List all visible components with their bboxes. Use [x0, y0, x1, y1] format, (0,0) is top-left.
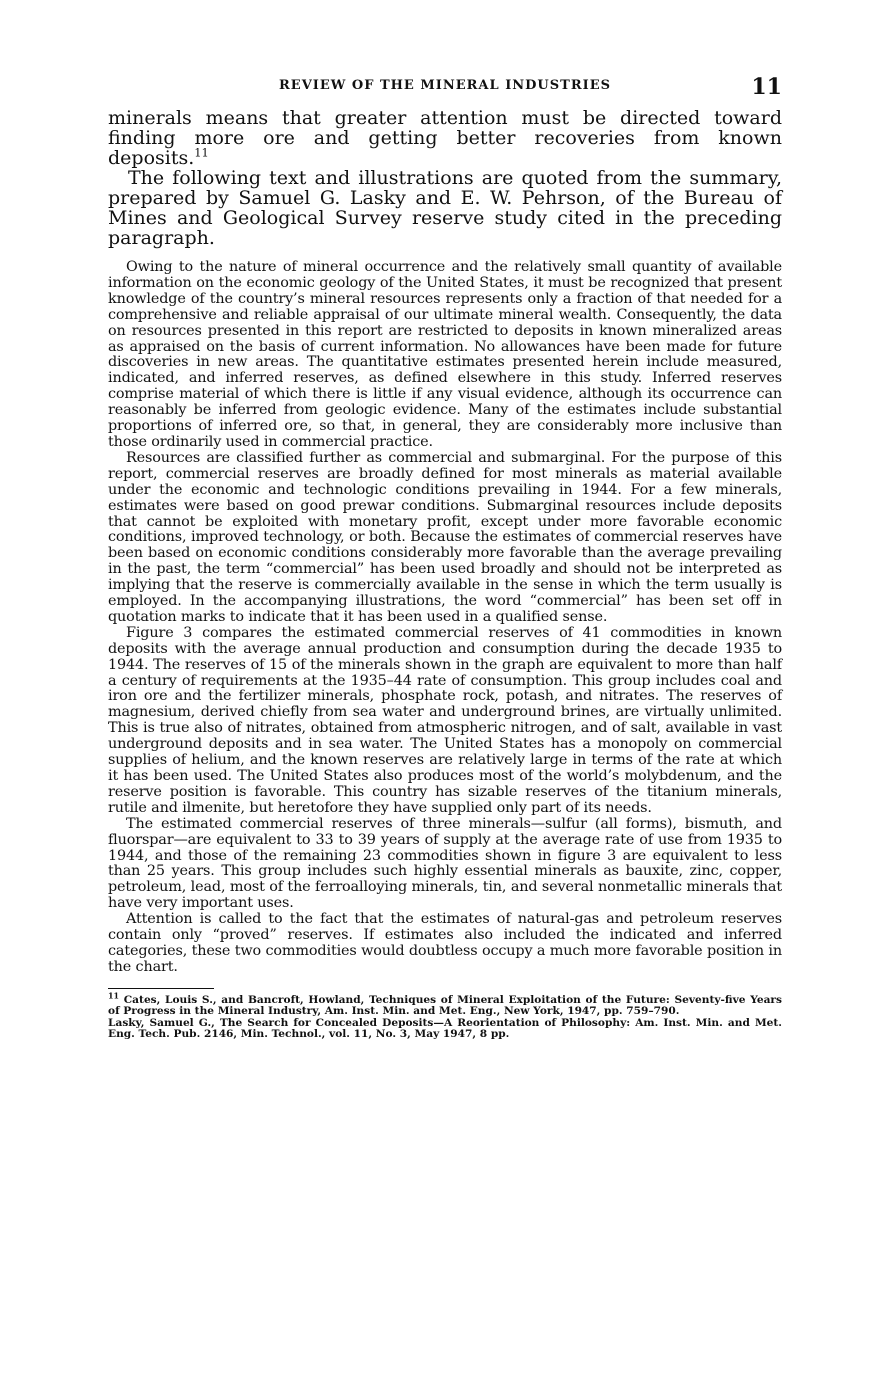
footnote-11	[108, 991, 782, 1018]
lead-paragraph-2: The following text and illustrations are quoted from the summary, prepared by Samuel G. Lasky and E. W. Pehrson, of the Bureau of Mines and Geological Survey reserve study cited in the preceding paragraph.	[108, 167, 782, 249]
footnotes	[108, 991, 782, 1041]
lead-text	[108, 108, 782, 248]
lead-paragraph-1-text: minerals means that greater attention must be directed toward finding more ore and getting better recoveries from known deposits.	[108, 107, 782, 169]
page-header	[108, 70, 782, 108]
page	[108, 70, 782, 1041]
quoted-paragraph: The estimated commercial reserves of three minerals—sulfur (all forms), bismuth, and fluorspar—are equivalent to 33 to 39 years of supply at the average rate of use from 1935 to 1944, and those of the remaining 23 commodities shown in figure 3 are equivalent to less than 25 years. This group includes such highly essential minerals as bauxite, zinc, copper, petroleum, lead, most of the ferroalloying minerals, tin, and several nonmetallic minerals that have very important uses.	[108, 815, 782, 912]
quoted-paragraph: Attention is called to the fact that the estimates of natural-gas and petroleum reserves contain only “proved” reserves. If estimates also included the indicated and inferred categories, these two commodities would doubtless occupy a much more favorable position in the chart.	[108, 911, 782, 975]
quoted-summary	[108, 260, 782, 976]
footnote-11-continued: Lasky, Samuel G., The Search for Concealed Deposits—A Reorientation of Philosophy: Am. Inst. Min. and Met. Eng. Tech. Pub. 2146, Min. Technol., vol. 11, No. 3, May 1947, 8 pp.	[108, 1016, 782, 1041]
quoted-paragraph: Owing to the nature of mineral occurrence and the relatively small quantity of available information on the economic geology of the United States, it must be recognized that present knowledge of the country’s mineral resources represents only a fraction of that needed for a comprehensive and reliable appraisal of our ultimate mineral wealth. Consequently, the data on resources presented in this report are restricted to deposits in known mineralized areas as appraised on the basis of current information. No allowances have been made for future discoveries in new areas. The quantitative estimates presented herein include measured, indicated, and inferred reserves, as defined elsewhere in this study. Inferred reserves comprise material of which there is little if any visual evidence, although its occurrence can reasonably be inferred from geologic evidence. Many of the estimates include substantial proportions of inferred ore, so that, in general, they are considerably more inclusive than those ordinarily used in commercial practice.	[108, 259, 782, 450]
footnote-number: 11	[108, 991, 120, 1001]
footnote-rule	[108, 988, 214, 989]
footnote-11-text: Cates, Louis S., and Bancroft, Howland, Techniques of Mineral Exploitation of the Future: Seventy-five Years of Progress in the Mineral Industry, Am. Inst. Min. and Met. Eng., New York, 1947, pp. 759–790.	[108, 993, 782, 1018]
lead-paragraph-1	[108, 108, 782, 168]
page-number: 11	[751, 74, 782, 100]
quoted-paragraph: Resources are classified further as commercial and submarginal. For the purpose of this report, commercial reserves are broadly defined for most minerals as material available under the economic and technologic conditions prevailing in 1944. For a few minerals, estimates were based on good prewar conditions. Submarginal resources include deposits that cannot be exploited with monetary profit, except under more favorable economic conditions, improved technology, or both. Because the estimates of commercial reserves have been based on economic conditions considerably more favorable than the average prevailing in the past, the term “commercial” has been used broadly and should not be interpreted as implying that the reserve is commercially available in the sense in which the term usually is employed. In the accompanying illustrations, the word “commercial” has been set off in quotation marks to indicate that it has been used in a qualified sense.	[108, 449, 782, 625]
quoted-paragraph: Figure 3 compares the estimated commercial reserves of 41 commodities in known deposits with the average annual production and consumption during the decade 1935 to 1944. The reserves of 15 of the minerals shown in the graph are equivalent to more than half a century of requirements at the 1935–44 rate of consumption. This group includes coal and iron ore and the fertilizer minerals, phosphate rock, potash, and nitrates. The reserves of magnesium, derived chiefly from sea water and underground brines, are virtually unlimited. This is true also of nitrates, obtained from atmospheric nitrogen, and of salt, available in vast underground deposits and in sea water. The United States has a monopoly on commercial supplies of helium, and the known reserves are relatively large in terms of the rate at which it has been used. The United States also produces most of the world’s molybdenum, and the reserve position is favorable. This country has sizable reserves of the titanium minerals, rutile and ilmenite, but heretofore they have supplied only part of its needs.	[108, 624, 782, 816]
footnote-ref[interactable]: 11	[194, 145, 209, 160]
running-head: REVIEW OF THE MINERAL INDUSTRIES	[278, 78, 612, 93]
